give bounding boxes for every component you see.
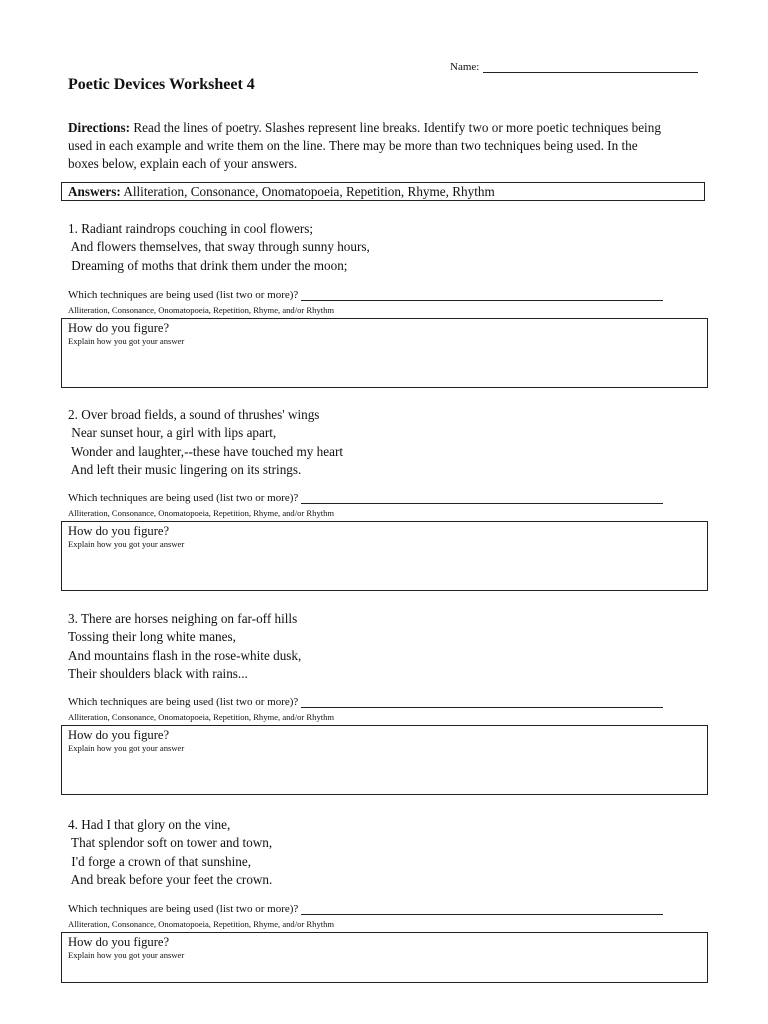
box-title: How do you figure? — [68, 524, 170, 538]
techniques-prompt: Which techniques are being used (list two or more)? — [68, 289, 299, 301]
question-4-techniques-answer-line[interactable] — [301, 903, 663, 915]
question-1-explanation-box[interactable] — [61, 318, 708, 388]
question-1-options-hint: Alliteration, Consonance, Onomatopoeia, Repetition, Rhyme, and/or Rhythm — [68, 305, 335, 315]
question-4-explanation-box[interactable] — [61, 932, 708, 983]
techniques-prompt: Which techniques are being used (list two or more)? — [68, 903, 299, 915]
box-subtitle: Explain how you got your answer — [68, 950, 185, 960]
poem-line: Their shoulders black with rains... — [68, 665, 248, 681]
question-1-techniques-row — [68, 289, 663, 301]
directions-body: Read the lines of poetry. Slashes represent line breaks. Identify two or more poetic techniques being used in each example and write them on the line. There may be more than two techniques being used. In the boxes below, explain each of your answers. — [68, 120, 661, 171]
techniques-prompt: Which techniques are being used (list two or more)? — [68, 696, 299, 708]
poem-line: And break before your feet the crown. — [68, 871, 273, 887]
poem-line: And left their music lingering on its strings. — [68, 461, 302, 477]
question-2-explanation-box[interactable] — [61, 521, 708, 591]
question-3-poem — [68, 610, 708, 683]
techniques-prompt: Which techniques are being used (list two or more)? — [68, 492, 299, 504]
box-subtitle: Explain how you got your answer — [68, 539, 185, 549]
poem-line: I'd forge a crown of that sunshine, — [68, 853, 252, 869]
answers-label: Answers: — [68, 184, 121, 199]
box-title: How do you figure? — [68, 728, 170, 742]
poem-line: And flowers themselves, that sway through sunny hours, — [68, 239, 370, 255]
question-2-techniques-answer-line[interactable] — [301, 492, 663, 504]
question-3-techniques-row — [68, 696, 663, 708]
directions-text — [68, 119, 668, 173]
question-1-poem — [68, 220, 708, 275]
page-title: Poetic Devices Worksheet 4 — [68, 76, 255, 93]
poem-line: And mountains flash in the rose-white dusk, — [68, 647, 302, 663]
question-2-poem — [68, 406, 708, 479]
question-4-options-hint: Alliteration, Consonance, Onomatopoeia, Repetition, Rhyme, and/or Rhythm — [68, 919, 335, 929]
answers-box — [61, 182, 705, 201]
directions-label: Directions: — [68, 120, 131, 135]
question-2-options-hint: Alliteration, Consonance, Onomatopoeia, Repetition, Rhyme, and/or Rhythm — [68, 508, 335, 518]
question-4-poem — [68, 816, 708, 889]
poem-line: Tossing their long white manes, — [68, 629, 236, 645]
poem-line: Dreaming of moths that drink them under the moon; — [68, 257, 348, 273]
question-2-techniques-row — [68, 492, 663, 504]
name-label: Name: — [450, 61, 480, 73]
box-subtitle: Explain how you got your answer — [68, 743, 185, 753]
box-title: How do you figure? — [68, 321, 170, 335]
question-3-explanation-box[interactable] — [61, 725, 708, 795]
name-field-row — [450, 60, 698, 73]
question-3-options-hint: Alliteration, Consonance, Onomatopoeia, Repetition, Rhyme, and/or Rhythm — [68, 712, 335, 722]
answers-list: Alliteration, Consonance, Onomatopoeia, Repetition, Rhyme, Rhythm — [120, 184, 495, 199]
poem-line: Wonder and laughter,--these have touched my heart — [68, 443, 343, 459]
poem-line: That splendor soft on tower and town, — [68, 835, 273, 851]
question-4-techniques-row — [68, 903, 663, 915]
poem-line: 2. Over broad fields, a sound of thrushes' wings — [68, 407, 320, 422]
name-input-line[interactable] — [483, 60, 698, 73]
poem-line: 1. Radiant raindrops couching in cool flowers; — [68, 221, 314, 236]
box-subtitle: Explain how you got your answer — [68, 336, 185, 346]
question-3-techniques-answer-line[interactable] — [301, 696, 663, 708]
box-title: How do you figure? — [68, 935, 170, 949]
poem-line: Near sunset hour, a girl with lips apart, — [68, 425, 277, 441]
poem-line: 3. There are horses neighing on far-off hills — [68, 611, 298, 626]
question-1-techniques-answer-line[interactable] — [301, 289, 663, 301]
poem-line: 4. Had I that glory on the vine, — [68, 817, 231, 832]
